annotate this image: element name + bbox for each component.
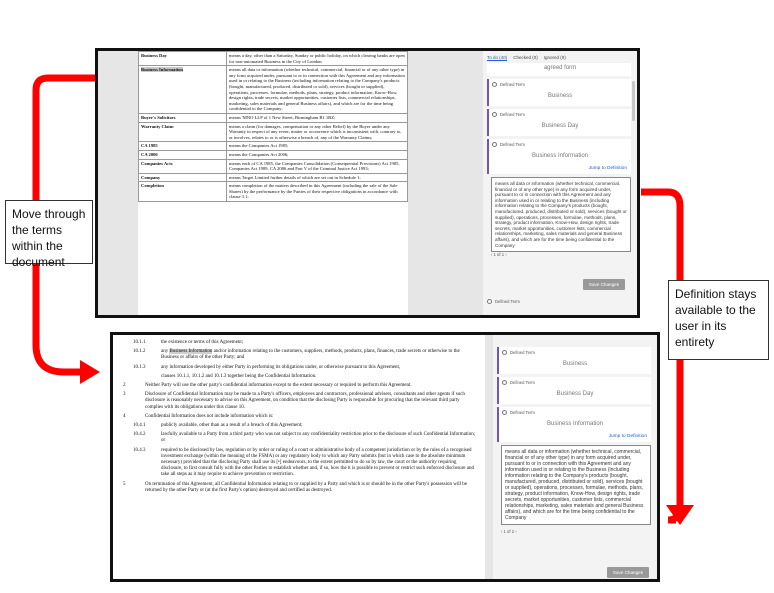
- clause-row: [123, 414, 477, 420]
- term-card[interactable]: [487, 63, 631, 76]
- right-arrowhead: [666, 505, 694, 525]
- term-card-tag: Defined Term: [500, 142, 525, 147]
- table-row: [139, 122, 408, 142]
- term-card[interactable]: [497, 347, 651, 374]
- term-card-label: Business Information: [531, 153, 589, 159]
- term-card-label: Business: [547, 93, 573, 99]
- definition-text: means Target Limited further details of which are set out in Schedule 1;: [227, 173, 408, 182]
- table-row: [139, 66, 408, 114]
- clause-number: 10.1.3: [133, 364, 146, 370]
- term-card[interactable]: [497, 377, 651, 404]
- tab-ignored[interactable]: Ignored (0): [543, 55, 566, 60]
- clause-number: 5: [123, 481, 126, 487]
- radio-button[interactable]: [492, 82, 497, 87]
- definition-text: means completion of the matters described in this Agreement (including the sale of the Sale Shares) by the performance by the Parties of their respective obligations in accordance with clause 3.1;: [227, 182, 408, 202]
- defined-term[interactable]: Company: [139, 173, 227, 182]
- panel-tabs: [483, 51, 637, 63]
- pager[interactable]: ‹ 1 of 1 ›: [491, 252, 507, 258]
- definition-preview: means all data or information (whether technical, commercial, financial or of any other type) in any form acquired under, pursuant to or in connection with this Agreement and any information used in or relating to the Business (including information relating to the Company's products (bought, manufactured, produced, distributed or sold), services (bought or supplied), operations, processes, formulae, methods, plans, strategy, product information, Know-How, design rights, trade secrets, market opportunities, customer lists, commercial relationships, marketing, sales materials and general Business affairs), and which are for the time being confidential to the Company: [501, 445, 651, 525]
- clause-row: [123, 482, 477, 494]
- radio-button[interactable]: [487, 299, 492, 304]
- clause-row: [123, 340, 477, 346]
- tab-checked[interactable]: Checked (0): [513, 55, 538, 60]
- definition-text: means a day, other than a Saturday, Sunday or public holiday, on which clearing banks are open for non-automated Business in the City of London.: [227, 52, 408, 66]
- clause-text: the existence or terms of this Agreement;: [161, 340, 244, 345]
- clause-text: Disclosure of Confidential Information may be made to a Party's officers, employees and contractors, professional advisers, consultants and other agents if such disclosure is reasonably necessary to advise on this Agreement, on condition that the disclosing Party is responsible for procuring that the relevant third party complies with its obligations under this clause 10.: [145, 392, 465, 410]
- term-card-tag: Defined Term: [500, 112, 525, 117]
- right-gutter: [485, 335, 493, 579]
- clause-text-rest: and/or information relating to the customers, suppliers, methods, products, plans, finances, trade secrets or otherwise to the Business or affairs of the other Party; and: [161, 349, 460, 361]
- clause-text: Neither Party will use the other party's confidential information except to the extent necessary or required to perform this Agreement.: [145, 383, 412, 389]
- defined-term[interactable]: Companies Acts: [139, 159, 227, 173]
- clause-number: 10.1.2: [133, 349, 146, 355]
- radio-button[interactable]: [502, 350, 507, 355]
- term-card[interactable]: [487, 299, 520, 304]
- term-card-label: agreed form: [543, 65, 577, 71]
- callout-move-terms: Move through the terms within the document: [5, 200, 93, 264]
- defined-term[interactable]: Business Day: [139, 52, 227, 66]
- defined-term-label: Business Information: [141, 67, 183, 73]
- term-card-expanded[interactable]: [497, 407, 651, 442]
- clause-number: 10.4.1: [133, 423, 146, 429]
- defined-terms-panel: [483, 51, 637, 315]
- clause-number: [123, 374, 161, 380]
- table-row: [139, 182, 408, 202]
- table-row: [139, 142, 408, 151]
- clause-row: [123, 374, 477, 380]
- term-card-label: Business Day: [541, 123, 579, 129]
- clause-number: 10.4.2: [133, 432, 146, 438]
- pager[interactable]: ‹ 1 of 2 ›: [501, 529, 517, 534]
- clause-row: [123, 392, 477, 411]
- top-screenshot: [95, 48, 640, 318]
- term-card-tag: Defined Term: [510, 350, 535, 355]
- clause-number: 10.4.3: [133, 447, 146, 453]
- definition-text: means the Companies Act 2006;: [227, 150, 408, 159]
- clause-text: [161, 349, 477, 361]
- clause-row: [123, 432, 477, 444]
- callout-definition-available: Definition stays available to the user in its entirety: [668, 280, 769, 360]
- clauses-document: [115, 335, 485, 579]
- radio-button[interactable]: [492, 142, 497, 147]
- clause-text: On termination of this Agreement, all Confidential Information relating to or supplied by a Party and which is or should be in the other Party's possession will be returned by the other Party or (at the first Party's option) destroyed and certified as destroyed.: [145, 481, 467, 493]
- table-row: [139, 150, 408, 159]
- definition-text: means all data or information (whether technical, commercial, financial or of any other type) in any form acquired under, pursuant to or in connection with this Agreement and any information used in or relating to the Business (including information relating to the Company's products (bought, manufactured, produced, distributed or sold), services (bought or supplied), operations, processes, formulae, methods, plans, strategy, product information, Know-How, design rights, trade secrets, market opportunities, customer lists, commercial relationships, marketing, sales materials and general Business affairs), and which are for the time being confidential to the Company;: [227, 66, 408, 114]
- term-card-tag: Defined Term: [510, 410, 535, 415]
- radio-button[interactable]: [502, 380, 507, 385]
- clause-row: [123, 365, 477, 371]
- definition-text: means the Companies Act 1985;: [227, 142, 408, 151]
- defined-term[interactable]: Warranty Claim: [139, 122, 227, 142]
- clause-text: Confidential Information does not include information which is:: [145, 413, 274, 419]
- jump-to-definition-link[interactable]: Jump to Definition: [608, 434, 647, 439]
- table-row: [139, 159, 408, 173]
- defined-terms-panel: [493, 335, 657, 579]
- definitions-document: [138, 51, 408, 315]
- term-card[interactable]: [487, 109, 631, 136]
- table-row: [139, 173, 408, 182]
- clause-list: [115, 335, 485, 502]
- clause-number: 4: [123, 413, 126, 419]
- save-changes-button[interactable]: Save Changes: [607, 567, 649, 578]
- definition-text: means each of CA 1985, the Companies Consolidation (Consequential Provisions) Act 1985, Companies Act 1989, CA 2006 and Part V of the Criminal Justice Act 1993;: [227, 159, 408, 173]
- term-card-label: Business Day: [556, 391, 594, 397]
- table-row: [139, 113, 408, 122]
- definition-text: means 'MNO LLP of 1 New Street, Birmingham B1 1BZ;: [227, 113, 408, 122]
- definition-text: means a claim (for damages, compensation or any other Relief) by the Buyer under any Warranty in respect of any event, matter or occurrence which is inconsistent with, contrary to, or involves, relates to or is otherwise a breach of, any of the Warranty Claims;: [227, 122, 408, 142]
- clause-text: clauses 10.1.1, 10.1.2 and 10.1.3 together being the Confidential Information.: [161, 373, 317, 379]
- left-arrowhead: [80, 360, 100, 384]
- panel-scrollbar[interactable]: [632, 81, 635, 121]
- clause-text-prefix: any: [161, 349, 170, 355]
- definitions-table: [138, 51, 408, 202]
- radio-button[interactable]: [502, 410, 507, 415]
- left-gutter: [98, 51, 138, 315]
- highlighted-defined-term[interactable]: Business Information: [169, 349, 213, 355]
- clause-text: publicly available, other than as a result of a breach of this Agreement;: [161, 423, 303, 429]
- table-row: [139, 52, 408, 66]
- tab-to-do[interactable]: To do (40): [487, 55, 508, 60]
- clause-row: [123, 349, 477, 361]
- clause-row: [123, 383, 477, 389]
- defined-term[interactable]: CA 1985: [139, 142, 227, 151]
- term-card-expanded[interactable]: [487, 139, 631, 174]
- clause-number: 10.1.1: [133, 340, 146, 345]
- definition-preview: means all data or information (whether technical, commercial, financial or of any other type) in any form acquired under, pursuant to or in connection with this Agreement and any information used in or relating to the Business (including information relating to the Company's products (bought, manufactured, produced, distributed or sold), services (bought or supplied), operations, processes, formulae, methods, plans, strategy, product information, Know-How, design rights, trade secrets, market opportunities, customer lists, commercial relationships, marketing, sales materials and general Business affairs), and which are for the time being confidential to the Company: [491, 177, 631, 252]
- term-card-label: Business Information: [546, 421, 604, 427]
- term-card-tag: Defined Term: [510, 380, 535, 385]
- defined-term[interactable]: Buyer's Solicitors: [139, 113, 227, 122]
- clause-number: 2: [123, 383, 126, 389]
- clause-text: required to be disclosed by law, regulation or by order or ruling of a court or administrative body of a competent jurisdiction or by the rules of a recognised investment exchange (within the meaning of the FSMA) or any regulatory body to which any Party submits (but in which case to the absolute minimum necessary) provided that the disclosing Party shall use its [•] endeavours, to the extent permitted to do so by law, the court or the authority requiring disclosure, to first consult fully with the other Parties to establish whether and, if so, how the it is possible to prevent or restrict such enforced disclosure and take all steps as it may require to achieve prevention or restriction.: [161, 447, 474, 478]
- defined-term-highlighted[interactable]: [139, 66, 227, 114]
- term-card[interactable]: [487, 79, 631, 106]
- right-gutter: [408, 51, 483, 315]
- clause-text: lawfully available to a Party from a third party who was not subject to any confidentiality restriction prior to the disclosure of such Confidential Information; or: [161, 432, 476, 444]
- clause-row: [123, 448, 477, 479]
- clause-text: any information developed by either Party in performing its obligations under, or otherwise pursuant to this Agreement,: [161, 364, 401, 370]
- defined-term[interactable]: CA 2006: [139, 150, 227, 159]
- clause-number: 3: [123, 392, 126, 398]
- jump-to-definition-link[interactable]: Jump to Definition: [588, 166, 627, 171]
- radio-button[interactable]: [492, 112, 497, 117]
- term-card-tag: Defined Term: [495, 299, 520, 304]
- term-card-tag: Defined Term: [500, 82, 525, 87]
- save-changes-button[interactable]: Save Changes: [583, 279, 625, 290]
- bottom-screenshot: [110, 332, 660, 582]
- clause-row: [123, 423, 477, 429]
- defined-term[interactable]: Completion: [139, 182, 227, 202]
- term-card-label: Business: [562, 361, 588, 367]
